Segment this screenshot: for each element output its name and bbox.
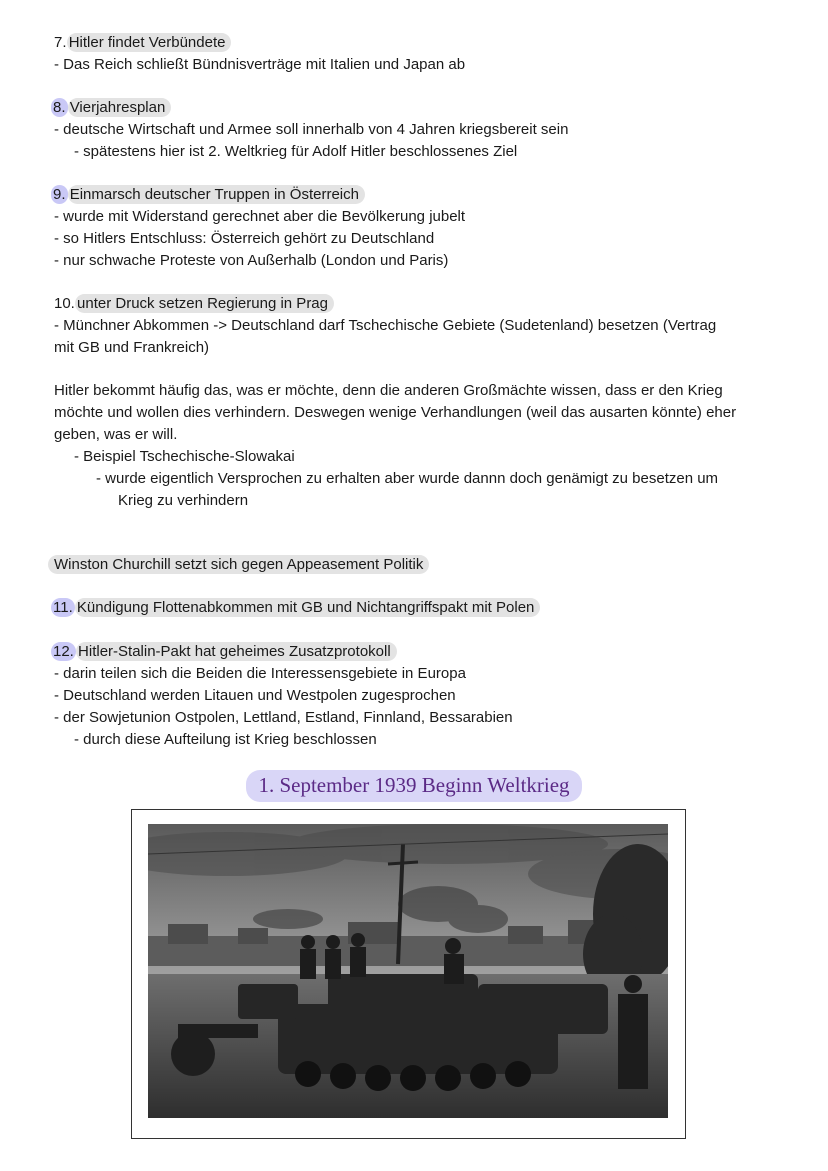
section-9-title: Einmarsch deutscher Truppen in Österreich bbox=[68, 185, 365, 204]
section-8-title: Vierjahresplan bbox=[68, 98, 172, 117]
section-8-heading bbox=[54, 97, 171, 119]
historical-photo bbox=[148, 824, 668, 1118]
section-12-title: Hitler-Stalin-Pakt hat geheimes Zusatzprotokoll bbox=[76, 642, 397, 661]
section-11-title: Kündigung Flottenabkommen mit GB und Nichtangriffspakt mit Polen bbox=[75, 598, 540, 617]
section-8-subline: - spätestens hier ist 2. Weltkrieg für Adolf Hitler beschlossenes Ziel bbox=[74, 143, 518, 160]
section-12-line: - der Sowjetunion Ostpolen, Lettland, Estland, Finnland, Bessarabien bbox=[54, 709, 513, 726]
churchill-title: Winston Churchill setzt sich gegen Appeasement Politik bbox=[48, 555, 429, 574]
paragraph-subline: - Beispiel Tschechische-Slowakai bbox=[74, 448, 295, 465]
paragraph-subline: Krieg zu verhindern bbox=[118, 492, 249, 509]
section-10-line: - Münchner Abkommen -> Deutschland darf Tschechische Gebiete (Sudetenland) besetzen (Vertrag bbox=[54, 317, 717, 334]
section-10-title: unter Druck setzen Regierung in Prag bbox=[75, 294, 334, 313]
tank-column-photo bbox=[148, 824, 668, 1118]
section-7-number: 7. bbox=[54, 34, 67, 51]
paragraph-subline: - wurde eigentlich Versprochen zu erhalten aber wurde dannn doch genämigt zu besetzen um bbox=[96, 470, 719, 487]
section-9-number: 9. bbox=[53, 186, 66, 203]
section-7-title: Hitler findet Verbündete bbox=[67, 33, 232, 52]
section-8-line: - deutsche Wirtschaft und Armee soll innerhalb von 4 Jahren kriegsbereit sein bbox=[54, 121, 569, 138]
paragraph-line: Hitler bekommt häufig das, was er möchte, denn die anderen Großmächte wissen, dass er den Krieg bbox=[54, 382, 723, 399]
section-8-number: 8. bbox=[53, 99, 66, 116]
section-9-line: - wurde mit Widerstand gerechnet aber die Bevölkerung jubelt bbox=[54, 208, 466, 225]
section-10-line: mit GB und Frankreich) bbox=[54, 339, 210, 356]
section-12-heading bbox=[54, 641, 397, 663]
section-11-heading bbox=[54, 597, 540, 619]
tanks bbox=[238, 974, 608, 1074]
figure-title: 1. September 1939 Beginn Weltkrieg bbox=[246, 770, 581, 802]
section-12-number: 12. bbox=[53, 643, 74, 660]
section-9-line: - so Hitlers Entschluss: Österreich gehört zu Deutschland bbox=[54, 230, 435, 247]
section-12-line: - darin teilen sich die Beiden die Interessensgebiete in Europa bbox=[54, 665, 466, 682]
photo-frame bbox=[131, 809, 686, 1139]
churchill-heading bbox=[54, 554, 429, 576]
section-12-line: - Deutschland werden Litauen und Westpolen zugesprochen bbox=[54, 687, 456, 704]
section-7-heading bbox=[54, 32, 231, 54]
paragraph-line: geben, was er will. bbox=[54, 426, 178, 443]
figure-title-wrap bbox=[0, 770, 828, 802]
section-7-line: - Das Reich schließt Bündnisverträge mit Italien und Japan ab bbox=[54, 56, 466, 73]
section-10-heading bbox=[54, 293, 334, 315]
section-9-line: - nur schwache Proteste von Außerhalb (London und Paris) bbox=[54, 252, 449, 269]
section-12-subline: - durch diese Aufteilung ist Krieg beschlossen bbox=[74, 731, 377, 748]
section-10-number: 10. bbox=[54, 295, 75, 312]
section-11-number: 11. bbox=[53, 599, 73, 616]
section-9-heading bbox=[54, 184, 365, 206]
paragraph-line: möchte und wollen dies verhindern. Deswegen wenige Verhandlungen (weil das ausarten könnte) eher bbox=[54, 404, 737, 421]
